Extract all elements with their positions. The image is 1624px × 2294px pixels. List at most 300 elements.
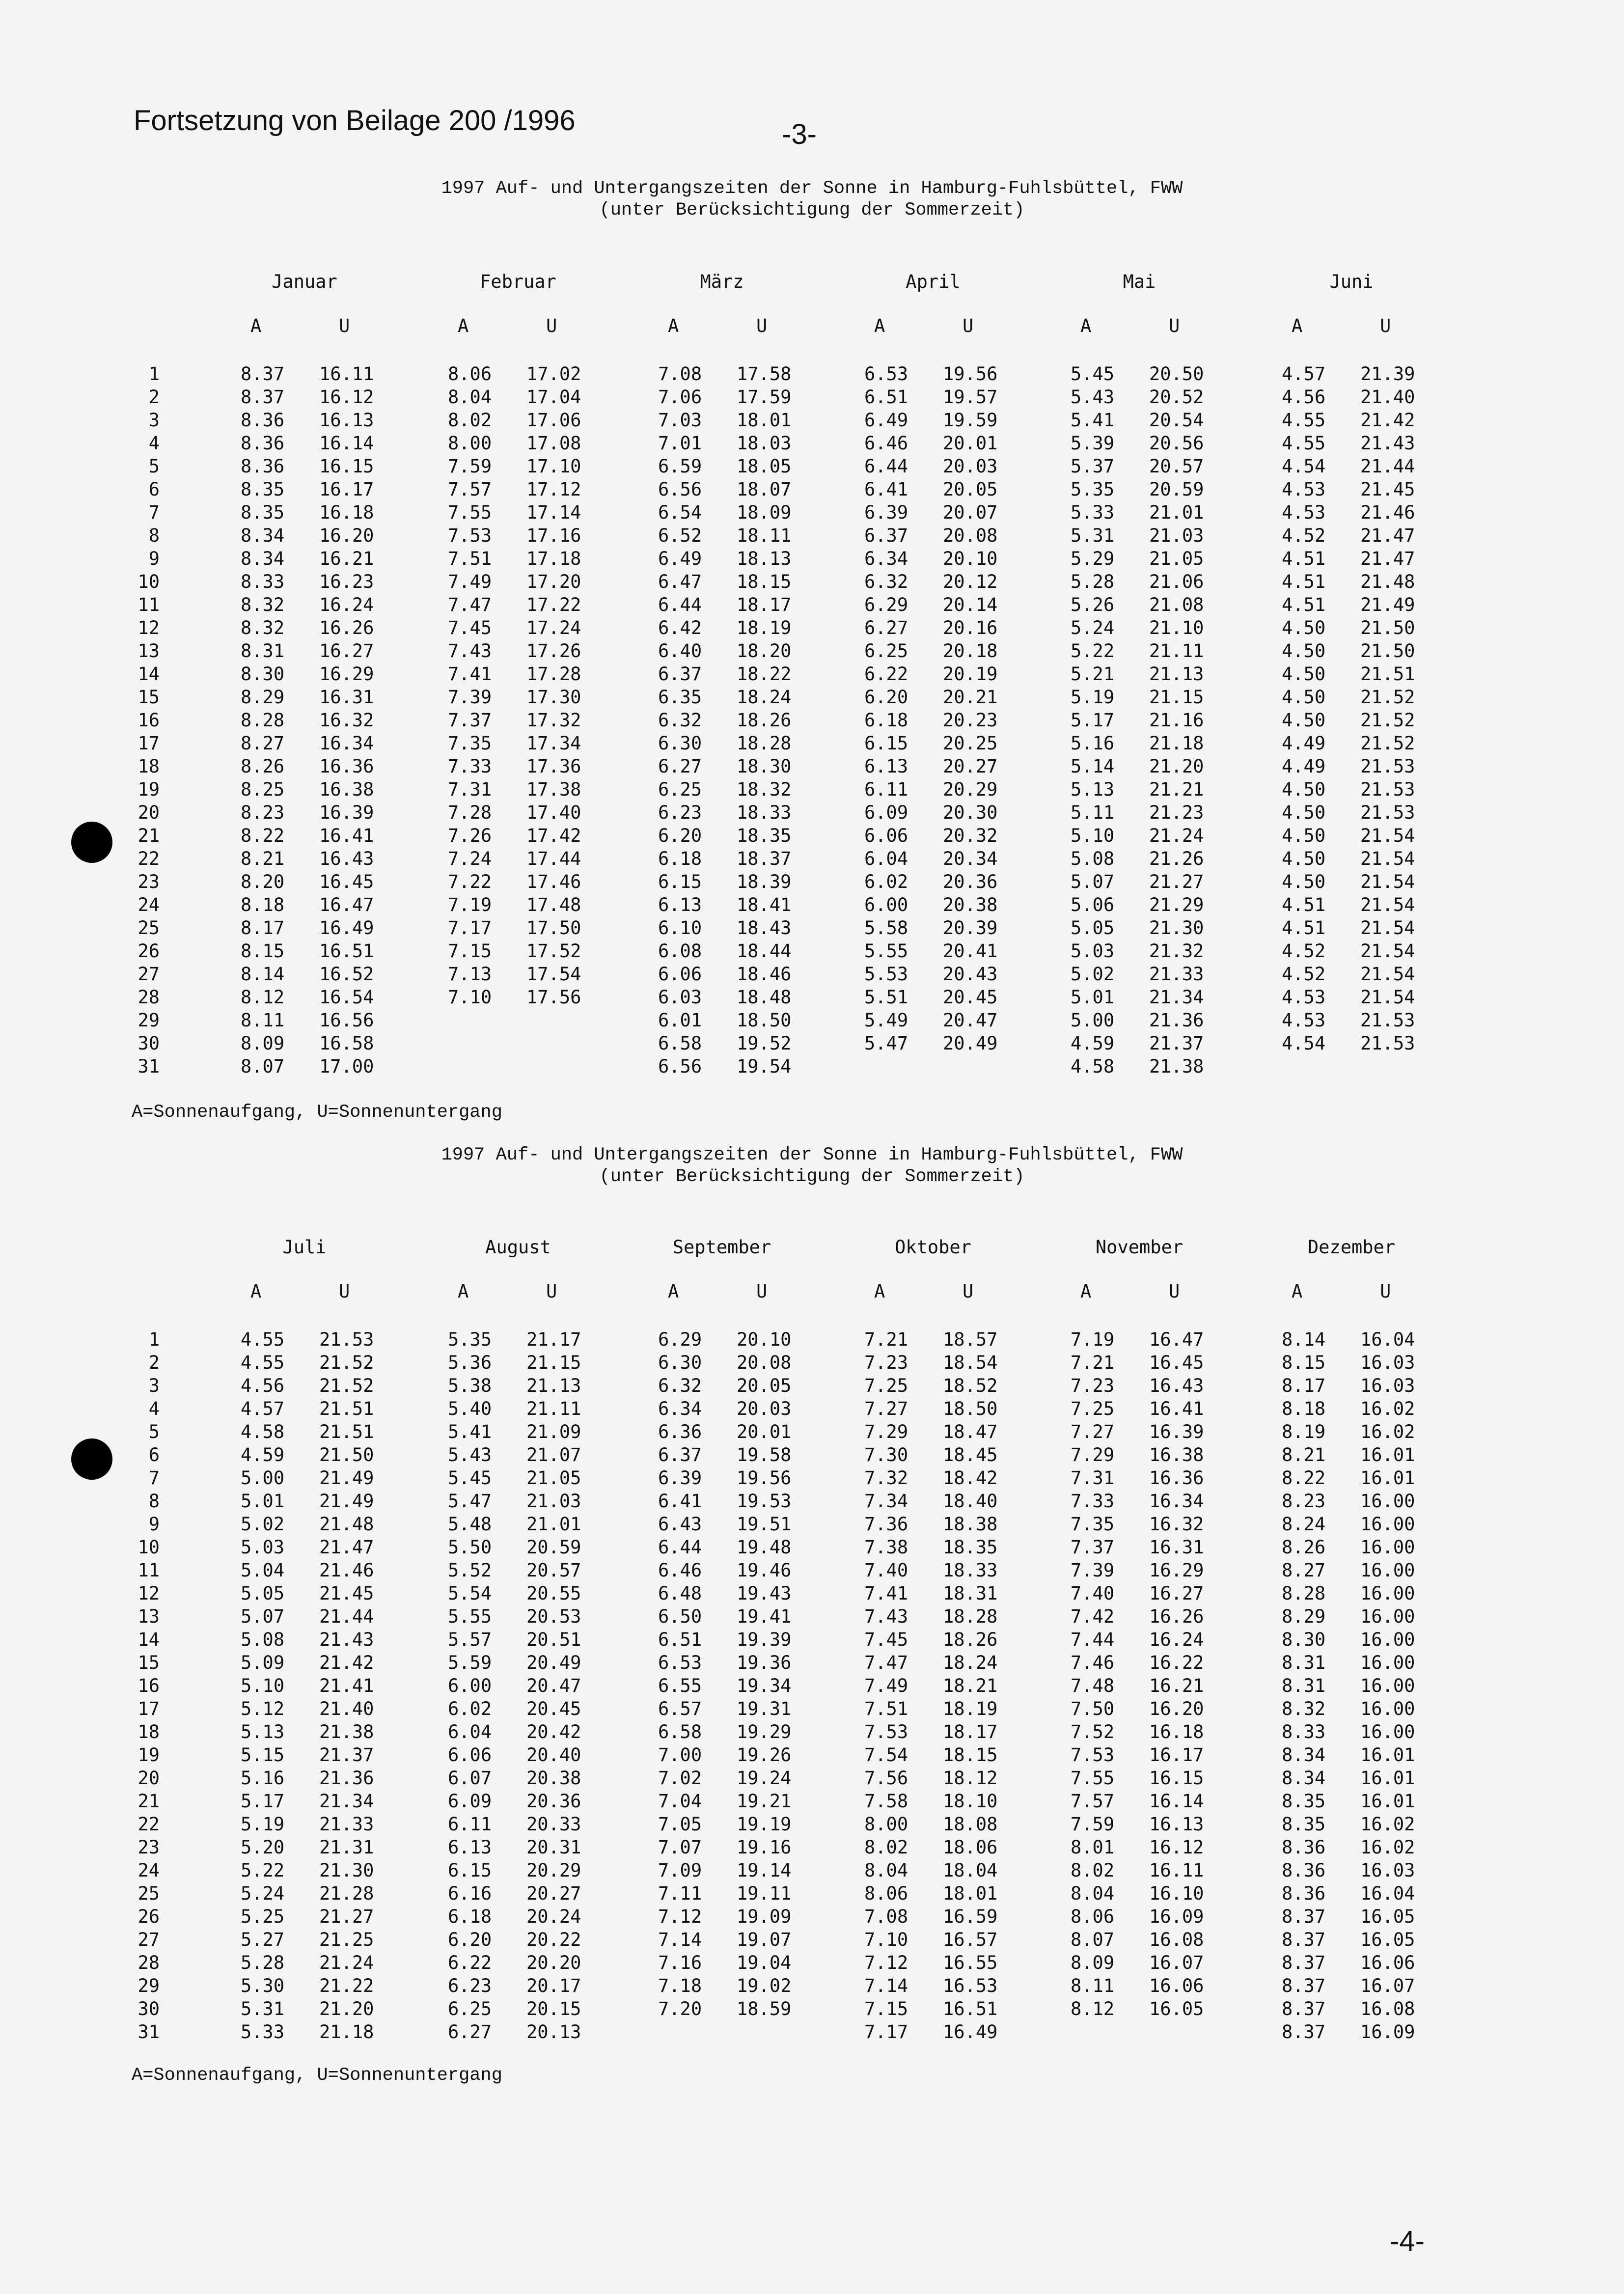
sunrise-cell: 4.56	[1282, 387, 1326, 408]
sunrise-cell: 6.02	[864, 871, 908, 892]
sunrise-cell: 5.48	[448, 1514, 492, 1535]
sunrise-cell: 6.53	[658, 1652, 702, 1673]
sunset-cell: 20.39	[943, 917, 998, 939]
sunset-cell: 21.01	[526, 1514, 581, 1535]
sunrise-cell: 7.29	[864, 1421, 908, 1442]
sunset-cell: 16.06	[1360, 1952, 1415, 1973]
sunset-cell: 21.54	[1360, 987, 1415, 1008]
sunrise-cell: 6.58	[658, 1721, 702, 1742]
sunset-cell: 21.13	[526, 1375, 581, 1396]
sunset-cell: 19.07	[737, 1929, 792, 1950]
sunset-cell: 21.40	[319, 1698, 374, 1719]
sunset-cell: 19.52	[737, 1033, 792, 1054]
sunrise-cell: 8.36	[1282, 1837, 1326, 1858]
sunset-cell: 21.43	[1360, 433, 1415, 454]
sunset-cell: 18.15	[943, 1744, 998, 1766]
sunset-cell: 21.09	[526, 1421, 581, 1442]
sunrise-cell: 4.55	[1282, 433, 1326, 454]
sunrise-cell: 5.41	[1071, 410, 1115, 431]
sunset-cell: 16.04	[1360, 1329, 1415, 1350]
sunset-cell: 18.17	[737, 594, 792, 615]
sunset-cell: 21.46	[319, 1560, 374, 1581]
sunrise-cell: 4.55	[241, 1329, 285, 1350]
sunset-cell: 20.59	[1149, 479, 1204, 500]
sunset-cell: 18.31	[943, 1583, 998, 1604]
sunrise-cell: 7.55	[448, 502, 492, 523]
sunset-cell: 21.11	[526, 1398, 581, 1419]
sunset-cell: 20.25	[943, 733, 998, 754]
day-number: 20	[138, 802, 160, 823]
sunset-cell: 21.53	[1360, 1033, 1415, 1054]
sunrise-cell: 4.58	[241, 1421, 285, 1442]
sunrise-cell: 7.25	[864, 1375, 908, 1396]
day-number: 25	[138, 917, 160, 939]
sunrise-cell: 5.45	[448, 1467, 492, 1489]
sunset-cell: 21.03	[1149, 525, 1204, 546]
sunset-cell: 21.34	[1149, 987, 1204, 1008]
column-header-a: A	[668, 315, 679, 336]
sunrise-cell: 8.07	[1071, 1929, 1115, 1950]
sunrise-cell: 8.02	[1071, 1860, 1115, 1881]
sunrise-cell: 4.59	[241, 1444, 285, 1465]
sunset-cell: 16.00	[1360, 1652, 1415, 1673]
sunset-cell: 21.06	[1149, 571, 1204, 592]
sunset-cell: 20.38	[526, 1768, 581, 1789]
sunset-cell: 16.00	[1360, 1514, 1415, 1535]
sunset-cell: 18.44	[737, 940, 792, 962]
sunset-cell: 17.40	[526, 802, 581, 823]
sunrise-cell: 7.29	[1071, 1444, 1115, 1465]
punch-hole-bottom	[71, 1438, 112, 1480]
sunrise-cell: 8.06	[864, 1883, 908, 1904]
sunrise-cell: 8.34	[1282, 1744, 1326, 1766]
sunrise-cell: 7.01	[658, 433, 702, 454]
sunrise-cell: 5.03	[241, 1537, 285, 1558]
sunset-cell: 20.17	[526, 1975, 581, 1996]
sunrise-cell: 5.33	[241, 2021, 285, 2043]
sunset-cell: 18.33	[943, 1560, 998, 1581]
sunrise-cell: 4.50	[1282, 848, 1326, 869]
page-number: -3-	[782, 118, 817, 150]
sunrise-cell: 7.17	[864, 2021, 908, 2043]
sunset-cell: 18.59	[737, 1998, 792, 2019]
sunrise-cell: 8.37	[1282, 1998, 1326, 2019]
sunrise-cell: 6.41	[658, 1491, 702, 1512]
sunrise-cell: 8.29	[1282, 1606, 1326, 1627]
sunset-cell: 18.08	[943, 1814, 998, 1835]
sunrise-cell: 6.08	[658, 940, 702, 962]
column-header-a: A	[874, 1281, 885, 1302]
sunset-cell: 18.20	[737, 640, 792, 662]
sunset-cell: 19.19	[737, 1814, 792, 1835]
sunset-cell: 21.17	[526, 1329, 581, 1350]
sunrise-cell: 8.30	[1282, 1629, 1326, 1650]
sunset-cell: 16.01	[1360, 1444, 1415, 1465]
sunset-cell: 19.51	[737, 1514, 792, 1535]
sunrise-cell: 8.35	[241, 479, 285, 500]
sunset-cell: 16.26	[1149, 1606, 1204, 1627]
sunrise-cell: 8.33	[241, 571, 285, 592]
sunset-cell: 17.36	[526, 756, 581, 777]
sunrise-cell: 7.45	[864, 1629, 908, 1650]
sunset-cell: 21.45	[319, 1583, 374, 1604]
day-number: 2	[148, 387, 160, 408]
sunrise-cell: 6.32	[864, 571, 908, 592]
sunrise-cell: 8.17	[1282, 1375, 1326, 1396]
sunset-cell: 20.29	[526, 1860, 581, 1881]
sunrise-cell: 6.32	[658, 710, 702, 731]
sunset-cell: 20.05	[943, 479, 998, 500]
sunrise-cell: 5.17	[1071, 710, 1115, 731]
sunrise-cell: 7.27	[1071, 1421, 1115, 1442]
sunrise-cell: 7.10	[448, 987, 492, 1008]
sunrise-cell: 6.04	[448, 1721, 492, 1742]
sunset-cell: 21.01	[1149, 502, 1204, 523]
sunrise-cell: 5.45	[1071, 363, 1115, 385]
sunrise-cell: 8.26	[241, 756, 285, 777]
sunrise-cell: 8.28	[1282, 1583, 1326, 1604]
sunrise-cell: 4.52	[1282, 940, 1326, 962]
sunrise-cell: 5.13	[241, 1721, 285, 1742]
sunrise-cell: 7.45	[448, 617, 492, 638]
sunset-cell: 21.15	[526, 1352, 581, 1373]
sunset-cell: 21.38	[319, 1721, 374, 1742]
sunrise-cell: 5.25	[241, 1906, 285, 1927]
sunset-cell: 21.27	[319, 1906, 374, 1927]
sunset-cell: 17.04	[526, 387, 581, 408]
sunrise-cell: 8.04	[864, 1860, 908, 1881]
sunrise-cell: 6.56	[658, 1056, 702, 1077]
sunset-cell: 17.32	[526, 710, 581, 731]
day-number: 11	[138, 1560, 160, 1581]
sunset-cell: 16.57	[943, 1929, 998, 1950]
sunset-cell: 16.03	[1360, 1375, 1415, 1396]
sunrise-cell: 4.50	[1282, 802, 1326, 823]
sunset-cell: 21.48	[1360, 571, 1415, 592]
sunrise-cell: 7.58	[864, 1791, 908, 1812]
sunset-cell: 18.50	[737, 1010, 792, 1031]
sunset-cell: 21.30	[1149, 917, 1204, 939]
sunset-cell: 16.49	[943, 2021, 998, 2043]
sunrise-cell: 6.50	[658, 1606, 702, 1627]
sunset-cell: 18.09	[737, 502, 792, 523]
day-number: 31	[138, 1056, 160, 1077]
day-number: 29	[138, 1010, 160, 1031]
sunrise-cell: 6.32	[658, 1375, 702, 1396]
sunrise-cell: 4.52	[1282, 964, 1326, 985]
sunrise-cell: 7.06	[658, 387, 702, 408]
sunset-cell: 16.13	[1149, 1814, 1204, 1835]
sunset-cell: 16.05	[1360, 1929, 1415, 1950]
sunset-cell: 18.03	[737, 433, 792, 454]
sunset-cell: 21.13	[1149, 663, 1204, 685]
column-header-u: U	[756, 1281, 768, 1302]
sunrise-cell: 5.07	[1071, 871, 1115, 892]
sunset-cell: 16.18	[1149, 1721, 1204, 1742]
sunset-cell: 16.27	[319, 640, 374, 662]
sunset-cell: 16.26	[319, 617, 374, 638]
sunset-cell: 17.50	[526, 917, 581, 939]
sunrise-cell: 5.08	[241, 1629, 285, 1650]
sunrise-cell: 6.51	[864, 387, 908, 408]
sunrise-cell: 5.04	[241, 1560, 285, 1581]
sunrise-cell: 8.12	[1071, 1998, 1115, 2019]
sunset-cell: 21.24	[319, 1952, 374, 1973]
sunset-cell: 16.01	[1360, 1791, 1415, 1812]
sunset-cell: 21.50	[319, 1444, 374, 1465]
sunset-cell: 17.06	[526, 410, 581, 431]
sunset-cell: 19.02	[737, 1975, 792, 1996]
sunset-cell: 21.46	[1360, 502, 1415, 523]
sunset-cell: 18.06	[943, 1837, 998, 1858]
sunrise-cell: 8.36	[241, 410, 285, 431]
sunrise-cell: 6.27	[864, 617, 908, 638]
sunset-cell: 21.36	[319, 1768, 374, 1789]
sunrise-cell: 7.51	[864, 1698, 908, 1719]
sunrise-cell: 5.00	[241, 1467, 285, 1489]
day-number: 9	[148, 548, 160, 569]
sunset-cell: 18.26	[737, 710, 792, 731]
sunset-cell: 18.30	[737, 756, 792, 777]
sunset-cell: 21.44	[1360, 456, 1415, 477]
sunset-cell: 16.07	[1149, 1952, 1204, 1973]
sunset-cell: 18.32	[737, 779, 792, 800]
sunrise-cell: 5.49	[864, 1010, 908, 1031]
sunset-cell: 17.34	[526, 733, 581, 754]
sunrise-cell: 5.02	[241, 1514, 285, 1535]
sunset-cell: 18.52	[943, 1375, 998, 1396]
sunset-cell: 18.45	[943, 1444, 998, 1465]
sunset-cell: 16.00	[1360, 1721, 1415, 1742]
sunset-cell: 18.24	[737, 687, 792, 708]
sunset-cell: 21.40	[1360, 387, 1415, 408]
sunset-cell: 21.51	[319, 1398, 374, 1419]
sunset-cell: 18.01	[943, 1883, 998, 1904]
sunset-cell: 20.55	[526, 1583, 581, 1604]
sunrise-cell: 8.21	[241, 848, 285, 869]
sunrise-cell: 7.35	[1071, 1514, 1115, 1535]
sunset-cell: 16.43	[1149, 1375, 1204, 1396]
day-number: 27	[138, 964, 160, 985]
sunset-cell: 21.53	[1360, 756, 1415, 777]
sunrise-cell: 6.39	[864, 502, 908, 523]
sunrise-cell: 6.51	[658, 1629, 702, 1650]
sunrise-cell: 8.18	[241, 894, 285, 915]
sunset-cell: 20.33	[526, 1814, 581, 1835]
sunset-cell: 19.04	[737, 1952, 792, 1973]
sunset-cell: 21.30	[319, 1860, 374, 1881]
sunrise-cell: 6.44	[658, 594, 702, 615]
sunset-cell: 16.17	[319, 479, 374, 500]
sunrise-cell: 5.35	[1071, 479, 1115, 500]
sunrise-cell: 7.23	[864, 1352, 908, 1373]
sunset-cell: 16.38	[1149, 1444, 1204, 1465]
sunrise-cell: 4.57	[241, 1398, 285, 1419]
day-number: 20	[138, 1768, 160, 1789]
sunset-cell: 17.14	[526, 502, 581, 523]
sunset-cell: 16.01	[1360, 1467, 1415, 1489]
sunrise-cell: 8.37	[1282, 1906, 1326, 1927]
sunset-cell: 16.59	[943, 1906, 998, 1927]
sunset-cell: 20.27	[943, 756, 998, 777]
sunrise-cell: 8.37	[1282, 1975, 1326, 1996]
sunset-cell: 20.24	[526, 1906, 581, 1927]
sunset-cell: 21.52	[1360, 733, 1415, 754]
sunrise-cell: 6.48	[658, 1583, 702, 1604]
sunset-cell: 20.57	[526, 1560, 581, 1581]
month-header: März	[700, 271, 744, 292]
sunrise-cell: 6.27	[658, 756, 702, 777]
sunrise-cell: 5.54	[448, 1583, 492, 1604]
sunrise-cell: 5.51	[864, 987, 908, 1008]
sunset-cell: 18.10	[943, 1791, 998, 1812]
sunrise-cell: 5.31	[1071, 525, 1115, 546]
sunrise-cell: 6.09	[448, 1791, 492, 1812]
sunrise-cell: 7.04	[658, 1791, 702, 1812]
day-number: 4	[148, 1398, 160, 1419]
sunrise-cell: 6.59	[658, 456, 702, 477]
sunset-cell: 18.12	[943, 1768, 998, 1789]
sunset-cell: 16.00	[1360, 1560, 1415, 1581]
sunset-cell: 16.31	[319, 687, 374, 708]
sunrise-cell: 6.22	[448, 1952, 492, 1973]
sunset-cell: 18.46	[737, 964, 792, 985]
day-number: 21	[138, 1791, 160, 1812]
sunset-cell: 19.56	[943, 363, 998, 385]
sunrise-cell: 6.37	[658, 1444, 702, 1465]
sunrise-cell: 6.46	[864, 433, 908, 454]
sunrise-cell: 5.29	[1071, 548, 1115, 569]
sunrise-cell: 4.50	[1282, 710, 1326, 731]
sunrise-cell: 4.50	[1282, 871, 1326, 892]
column-header-u: U	[339, 315, 350, 336]
sunrise-cell: 8.22	[1282, 1467, 1326, 1489]
sunrise-cell: 7.19	[448, 894, 492, 915]
sunset-cell: 21.54	[1360, 848, 1415, 869]
sunrise-cell: 4.51	[1282, 894, 1326, 915]
month-header: September	[672, 1237, 771, 1258]
sunset-cell: 18.39	[737, 871, 792, 892]
page-header: Fortsetzung von Beilage 200 /1996	[134, 105, 576, 137]
sunset-cell: 16.01	[1360, 1744, 1415, 1766]
sunrise-cell: 8.04	[1071, 1883, 1115, 1904]
sunrise-cell: 7.26	[448, 825, 492, 846]
sunrise-cell: 7.03	[658, 410, 702, 431]
sunset-cell: 21.42	[319, 1652, 374, 1673]
sunrise-cell: 6.25	[658, 779, 702, 800]
sunrise-cell: 5.12	[241, 1698, 285, 1719]
day-number: 21	[138, 825, 160, 846]
sunset-cell: 21.05	[526, 1467, 581, 1489]
sunset-cell: 21.21	[1149, 779, 1204, 800]
sunrise-cell: 4.50	[1282, 779, 1326, 800]
sunrise-cell: 7.53	[448, 525, 492, 546]
sunset-cell: 18.28	[943, 1606, 998, 1627]
sunrise-cell: 5.57	[448, 1629, 492, 1650]
sunrise-cell: 7.14	[658, 1929, 702, 1950]
sunset-cell: 16.13	[319, 410, 374, 431]
sunrise-cell: 7.27	[864, 1398, 908, 1419]
sunset-cell: 16.22	[1149, 1652, 1204, 1673]
sunrise-cell: 4.51	[1282, 594, 1326, 615]
sunset-cell: 21.39	[1360, 363, 1415, 385]
sunset-cell: 16.01	[1360, 1768, 1415, 1789]
sunset-cell: 21.47	[1360, 548, 1415, 569]
sunset-cell: 16.53	[943, 1975, 998, 1996]
sunset-cell: 21.03	[526, 1491, 581, 1512]
sunrise-cell: 8.35	[1282, 1814, 1326, 1835]
sunset-cell: 18.40	[943, 1491, 998, 1512]
day-number: 16	[138, 710, 160, 731]
sunset-cell: 18.35	[737, 825, 792, 846]
sunrise-cell: 8.31	[1282, 1652, 1326, 1673]
sunrise-cell: 7.31	[448, 779, 492, 800]
sunrise-cell: 7.15	[864, 1998, 908, 2019]
sunrise-cell: 6.15	[448, 1860, 492, 1881]
sunset-cell: 21.47	[1360, 525, 1415, 546]
sunrise-cell: 4.49	[1282, 733, 1326, 754]
sunrise-cell: 5.43	[448, 1444, 492, 1465]
sunset-cell: 17.10	[526, 456, 581, 477]
sunset-cell: 20.05	[737, 1375, 792, 1396]
sunset-cell: 16.47	[319, 894, 374, 915]
sunrise-cell: 4.50	[1282, 663, 1326, 685]
sunset-cell: 16.00	[1360, 1583, 1415, 1604]
sunrise-cell: 4.50	[1282, 617, 1326, 638]
sunrise-cell: 7.19	[1071, 1329, 1115, 1350]
sunset-cell: 16.39	[1149, 1421, 1204, 1442]
sunrise-cell: 6.37	[658, 663, 702, 685]
sunrise-cell: 4.51	[1282, 917, 1326, 939]
sunrise-cell: 6.10	[658, 917, 702, 939]
sunset-cell: 17.54	[526, 964, 581, 985]
day-number: 14	[138, 663, 160, 685]
sunrise-cell: 6.06	[658, 964, 702, 985]
sunrise-cell: 7.40	[1071, 1583, 1115, 1604]
sunset-cell: 16.29	[1149, 1560, 1204, 1581]
sunset-cell: 21.36	[1149, 1010, 1204, 1031]
sunset-cell: 17.56	[526, 987, 581, 1008]
sunset-cell: 16.38	[319, 779, 374, 800]
sunset-cell: 16.21	[319, 548, 374, 569]
sunrise-cell: 5.50	[448, 1537, 492, 1558]
sunrise-cell: 6.39	[658, 1467, 702, 1489]
sunset-cell: 17.48	[526, 894, 581, 915]
sunset-cell: 16.24	[1149, 1629, 1204, 1650]
sunset-cell: 21.53	[319, 1329, 374, 1350]
sunrise-cell: 6.55	[658, 1675, 702, 1696]
sunrise-cell: 7.42	[1071, 1606, 1115, 1627]
column-header-u: U	[1169, 315, 1180, 336]
day-number: 28	[138, 1952, 160, 1973]
sunset-cell: 20.22	[526, 1929, 581, 1950]
sunset-cell: 16.32	[1149, 1514, 1204, 1535]
sunrise-cell: 8.35	[241, 502, 285, 523]
sunset-cell: 19.58	[737, 1444, 792, 1465]
sunset-cell: 21.49	[1360, 594, 1415, 615]
sunrise-cell: 5.16	[241, 1768, 285, 1789]
sunrise-cell: 6.11	[448, 1814, 492, 1835]
sunset-cell: 18.42	[943, 1467, 998, 1489]
sunrise-cell: 6.00	[448, 1675, 492, 1696]
sunrise-cell: 6.00	[864, 894, 908, 915]
sunrise-cell: 6.30	[658, 733, 702, 754]
day-number: 24	[138, 1860, 160, 1881]
sunrise-cell: 6.02	[448, 1698, 492, 1719]
sunrise-cell: 7.43	[864, 1606, 908, 1627]
day-number: 13	[138, 640, 160, 662]
day-number: 7	[148, 502, 160, 523]
